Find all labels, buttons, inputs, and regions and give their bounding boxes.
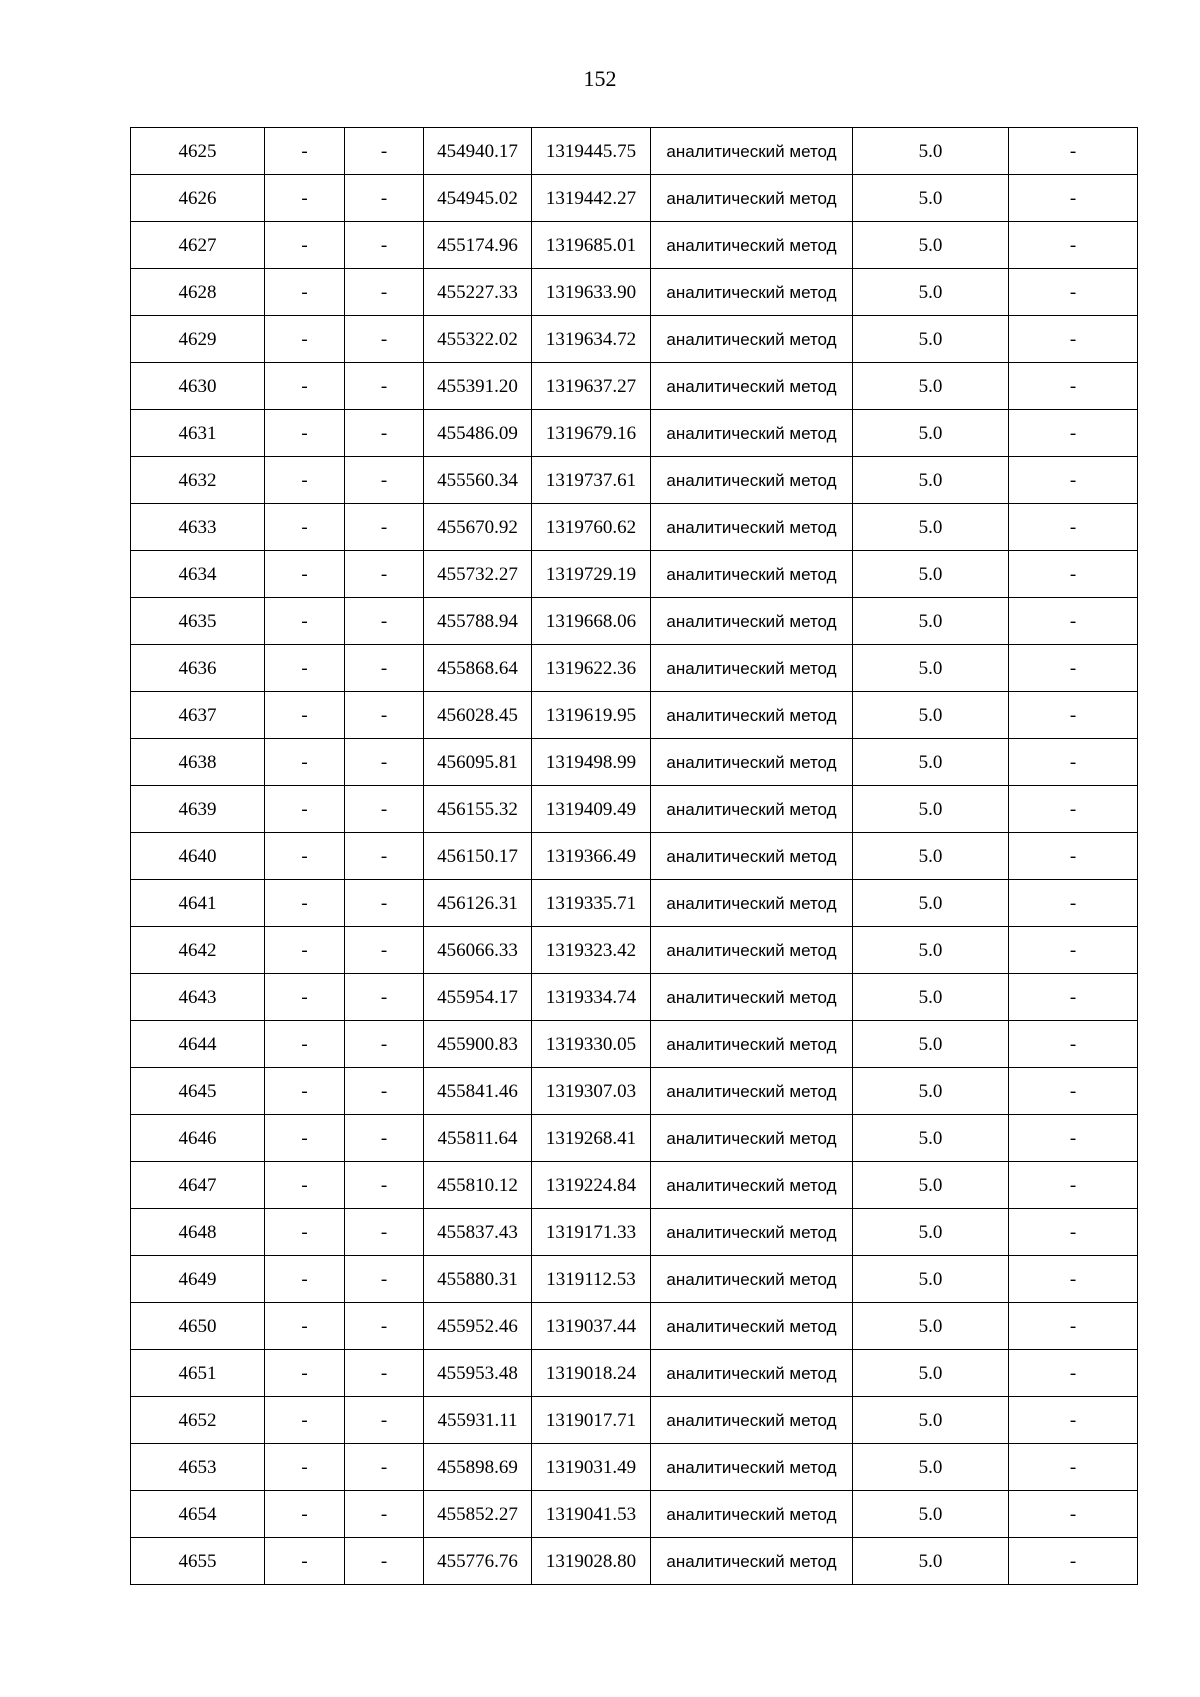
dash-cell-a: - [265, 1303, 345, 1350]
dash-cell-a: - [265, 1538, 345, 1585]
method-cell: аналитический метод [651, 645, 853, 692]
point-number-cell: 4641 [131, 880, 265, 927]
dash-cell-a: - [265, 1115, 345, 1162]
dash-cell-b: - [345, 1397, 424, 1444]
y-coordinate-cell: 1319409.49 [532, 786, 651, 833]
point-number-cell: 4631 [131, 410, 265, 457]
note-cell: - [1009, 269, 1138, 316]
accuracy-cell: 5.0 [853, 222, 1009, 269]
y-coordinate-cell: 1319634.72 [532, 316, 651, 363]
dash-cell-b: - [345, 1209, 424, 1256]
y-coordinate-cell: 1319442.27 [532, 175, 651, 222]
x-coordinate-cell: 456066.33 [424, 927, 532, 974]
accuracy-cell: 5.0 [853, 692, 1009, 739]
table-row [131, 1350, 1138, 1397]
method-cell: аналитический метод [651, 927, 853, 974]
method-cell: аналитический метод [651, 880, 853, 927]
note-cell: - [1009, 1444, 1138, 1491]
y-coordinate-cell: 1319335.71 [532, 880, 651, 927]
note-cell: - [1009, 1209, 1138, 1256]
note-cell: - [1009, 1397, 1138, 1444]
note-cell: - [1009, 927, 1138, 974]
note-cell: - [1009, 645, 1138, 692]
dash-cell-a: - [265, 1162, 345, 1209]
note-cell: - [1009, 1491, 1138, 1538]
dash-cell-a: - [265, 739, 345, 786]
table-row [131, 598, 1138, 645]
method-cell: аналитический метод [651, 786, 853, 833]
note-cell: - [1009, 1021, 1138, 1068]
x-coordinate-cell: 455811.64 [424, 1115, 532, 1162]
y-coordinate-cell: 1319028.80 [532, 1538, 651, 1585]
dash-cell-b: - [345, 316, 424, 363]
accuracy-cell: 5.0 [853, 739, 1009, 786]
dash-cell-a: - [265, 410, 345, 457]
note-cell: - [1009, 175, 1138, 222]
accuracy-cell: 5.0 [853, 457, 1009, 504]
accuracy-cell: 5.0 [853, 1209, 1009, 1256]
x-coordinate-cell: 455931.11 [424, 1397, 532, 1444]
x-coordinate-cell: 455788.94 [424, 598, 532, 645]
table-row [131, 1209, 1138, 1256]
table-row [131, 269, 1138, 316]
x-coordinate-cell: 454945.02 [424, 175, 532, 222]
dash-cell-b: - [345, 410, 424, 457]
x-coordinate-cell: 455880.31 [424, 1256, 532, 1303]
note-cell: - [1009, 1115, 1138, 1162]
dash-cell-a: - [265, 269, 345, 316]
accuracy-cell: 5.0 [853, 786, 1009, 833]
dash-cell-a: - [265, 363, 345, 410]
dash-cell-a: - [265, 222, 345, 269]
method-cell: аналитический метод [651, 833, 853, 880]
note-cell: - [1009, 363, 1138, 410]
accuracy-cell: 5.0 [853, 175, 1009, 222]
accuracy-cell: 5.0 [853, 1491, 1009, 1538]
point-number-cell: 4647 [131, 1162, 265, 1209]
point-number-cell: 4627 [131, 222, 265, 269]
table-row [131, 1397, 1138, 1444]
y-coordinate-cell: 1319041.53 [532, 1491, 651, 1538]
table-row [131, 880, 1138, 927]
note-cell: - [1009, 1538, 1138, 1585]
point-number-cell: 4646 [131, 1115, 265, 1162]
table-row [131, 1068, 1138, 1115]
dash-cell-a: - [265, 316, 345, 363]
point-number-cell: 4651 [131, 1350, 265, 1397]
y-coordinate-cell: 1319112.53 [532, 1256, 651, 1303]
table-row [131, 410, 1138, 457]
x-coordinate-cell: 455810.12 [424, 1162, 532, 1209]
x-coordinate-cell: 455954.17 [424, 974, 532, 1021]
method-cell: аналитический метод [651, 316, 853, 363]
point-number-cell: 4633 [131, 504, 265, 551]
x-coordinate-cell: 455900.83 [424, 1021, 532, 1068]
table-row [131, 833, 1138, 880]
method-cell: аналитический метод [651, 974, 853, 1021]
dash-cell-a: - [265, 1256, 345, 1303]
y-coordinate-cell: 1319323.42 [532, 927, 651, 974]
point-number-cell: 4640 [131, 833, 265, 880]
x-coordinate-cell: 455322.02 [424, 316, 532, 363]
dash-cell-a: - [265, 1444, 345, 1491]
table-row [131, 1491, 1138, 1538]
y-coordinate-cell: 1319633.90 [532, 269, 651, 316]
accuracy-cell: 5.0 [853, 504, 1009, 551]
point-number-cell: 4639 [131, 786, 265, 833]
dash-cell-b: - [345, 1444, 424, 1491]
accuracy-cell: 5.0 [853, 316, 1009, 363]
method-cell: аналитический метод [651, 1538, 853, 1585]
table-row [131, 786, 1138, 833]
note-cell: - [1009, 222, 1138, 269]
accuracy-cell: 5.0 [853, 1115, 1009, 1162]
x-coordinate-cell: 455670.92 [424, 504, 532, 551]
point-number-cell: 4642 [131, 927, 265, 974]
x-coordinate-cell: 455953.48 [424, 1350, 532, 1397]
method-cell: аналитический метод [651, 128, 853, 175]
dash-cell-b: - [345, 1162, 424, 1209]
dash-cell-b: - [345, 974, 424, 1021]
accuracy-cell: 5.0 [853, 645, 1009, 692]
y-coordinate-cell: 1319637.27 [532, 363, 651, 410]
note-cell: - [1009, 833, 1138, 880]
method-cell: аналитический метод [651, 692, 853, 739]
y-coordinate-cell: 1319307.03 [532, 1068, 651, 1115]
x-coordinate-cell: 456155.32 [424, 786, 532, 833]
x-coordinate-cell: 454940.17 [424, 128, 532, 175]
point-number-cell: 4629 [131, 316, 265, 363]
accuracy-cell: 5.0 [853, 551, 1009, 598]
note-cell: - [1009, 504, 1138, 551]
table-row [131, 1444, 1138, 1491]
y-coordinate-cell: 1319622.36 [532, 645, 651, 692]
table-row [131, 175, 1138, 222]
dash-cell-b: - [345, 645, 424, 692]
point-number-cell: 4654 [131, 1491, 265, 1538]
note-cell: - [1009, 410, 1138, 457]
table-row [131, 692, 1138, 739]
page-number: 152 [583, 66, 617, 91]
point-number-cell: 4655 [131, 1538, 265, 1585]
note-cell: - [1009, 1350, 1138, 1397]
x-coordinate-cell: 455841.46 [424, 1068, 532, 1115]
dash-cell-b: - [345, 457, 424, 504]
table-row [131, 1162, 1138, 1209]
accuracy-cell: 5.0 [853, 880, 1009, 927]
y-coordinate-cell: 1319619.95 [532, 692, 651, 739]
dash-cell-a: - [265, 1209, 345, 1256]
note-cell: - [1009, 598, 1138, 645]
accuracy-cell: 5.0 [853, 1350, 1009, 1397]
x-coordinate-cell: 455952.46 [424, 1303, 532, 1350]
dash-cell-b: - [345, 739, 424, 786]
x-coordinate-cell: 455776.76 [424, 1538, 532, 1585]
accuracy-cell: 5.0 [853, 269, 1009, 316]
x-coordinate-cell: 455560.34 [424, 457, 532, 504]
table-row [131, 551, 1138, 598]
dash-cell-a: - [265, 1350, 345, 1397]
dash-cell-b: - [345, 1491, 424, 1538]
accuracy-cell: 5.0 [853, 1162, 1009, 1209]
table-row [131, 739, 1138, 786]
y-coordinate-cell: 1319268.41 [532, 1115, 651, 1162]
table-row [131, 1256, 1138, 1303]
dash-cell-b: - [345, 598, 424, 645]
y-coordinate-cell: 1319685.01 [532, 222, 651, 269]
x-coordinate-cell: 455227.33 [424, 269, 532, 316]
table-row [131, 974, 1138, 1021]
dash-cell-b: - [345, 551, 424, 598]
dash-cell-b: - [345, 128, 424, 175]
table-row [131, 645, 1138, 692]
dash-cell-a: - [265, 974, 345, 1021]
method-cell: аналитический метод [651, 1162, 853, 1209]
x-coordinate-cell: 455174.96 [424, 222, 532, 269]
y-coordinate-cell: 1319031.49 [532, 1444, 651, 1491]
dash-cell-b: - [345, 1303, 424, 1350]
point-number-cell: 4653 [131, 1444, 265, 1491]
note-cell: - [1009, 551, 1138, 598]
dash-cell-b: - [345, 1538, 424, 1585]
table-row [131, 1538, 1138, 1585]
dash-cell-b: - [345, 692, 424, 739]
x-coordinate-cell: 456126.31 [424, 880, 532, 927]
y-coordinate-cell: 1319679.16 [532, 410, 651, 457]
y-coordinate-cell: 1319445.75 [532, 128, 651, 175]
dash-cell-a: - [265, 504, 345, 551]
method-cell: аналитический метод [651, 1068, 853, 1115]
method-cell: аналитический метод [651, 410, 853, 457]
dash-cell-b: - [345, 1021, 424, 1068]
method-cell: аналитический метод [651, 1021, 853, 1068]
point-number-cell: 4638 [131, 739, 265, 786]
dash-cell-a: - [265, 598, 345, 645]
point-number-cell: 4644 [131, 1021, 265, 1068]
y-coordinate-cell: 1319366.49 [532, 833, 651, 880]
point-number-cell: 4632 [131, 457, 265, 504]
point-number-cell: 4630 [131, 363, 265, 410]
dash-cell-a: - [265, 833, 345, 880]
dash-cell-b: - [345, 1350, 424, 1397]
method-cell: аналитический метод [651, 1256, 853, 1303]
dash-cell-a: - [265, 1021, 345, 1068]
dash-cell-a: - [265, 880, 345, 927]
table-row [131, 1021, 1138, 1068]
x-coordinate-cell: 455391.20 [424, 363, 532, 410]
table-body [131, 128, 1138, 1585]
y-coordinate-cell: 1319037.44 [532, 1303, 651, 1350]
dash-cell-b: - [345, 1256, 424, 1303]
method-cell: аналитический метод [651, 1115, 853, 1162]
x-coordinate-cell: 455868.64 [424, 645, 532, 692]
note-cell: - [1009, 880, 1138, 927]
y-coordinate-cell: 1319330.05 [532, 1021, 651, 1068]
table-row [131, 457, 1138, 504]
method-cell: аналитический метод [651, 1397, 853, 1444]
y-coordinate-cell: 1319760.62 [532, 504, 651, 551]
method-cell: аналитический метод [651, 1350, 853, 1397]
method-cell: аналитический метод [651, 1491, 853, 1538]
method-cell: аналитический метод [651, 363, 853, 410]
point-number-cell: 4650 [131, 1303, 265, 1350]
accuracy-cell: 5.0 [853, 833, 1009, 880]
note-cell: - [1009, 692, 1138, 739]
point-number-cell: 4652 [131, 1397, 265, 1444]
table-row [131, 1303, 1138, 1350]
table-row [131, 504, 1138, 551]
point-number-cell: 4648 [131, 1209, 265, 1256]
point-number-cell: 4636 [131, 645, 265, 692]
point-number-cell: 4628 [131, 269, 265, 316]
method-cell: аналитический метод [651, 175, 853, 222]
dash-cell-b: - [345, 1115, 424, 1162]
dash-cell-b: - [345, 363, 424, 410]
dash-cell-b: - [345, 786, 424, 833]
accuracy-cell: 5.0 [853, 128, 1009, 175]
note-cell: - [1009, 316, 1138, 363]
accuracy-cell: 5.0 [853, 1538, 1009, 1585]
y-coordinate-cell: 1319334.74 [532, 974, 651, 1021]
y-coordinate-cell: 1319017.71 [532, 1397, 651, 1444]
y-coordinate-cell: 1319729.19 [532, 551, 651, 598]
method-cell: аналитический метод [651, 1209, 853, 1256]
dash-cell-a: - [265, 927, 345, 974]
table-row [131, 316, 1138, 363]
method-cell: аналитический метод [651, 269, 853, 316]
point-number-cell: 4635 [131, 598, 265, 645]
dash-cell-a: - [265, 551, 345, 598]
method-cell: аналитический метод [651, 551, 853, 598]
x-coordinate-cell: 455486.09 [424, 410, 532, 457]
dash-cell-b: - [345, 927, 424, 974]
accuracy-cell: 5.0 [853, 410, 1009, 457]
dash-cell-a: - [265, 175, 345, 222]
note-cell: - [1009, 457, 1138, 504]
y-coordinate-cell: 1319498.99 [532, 739, 651, 786]
dash-cell-b: - [345, 504, 424, 551]
accuracy-cell: 5.0 [853, 1397, 1009, 1444]
accuracy-cell: 5.0 [853, 1444, 1009, 1491]
accuracy-cell: 5.0 [853, 927, 1009, 974]
method-cell: аналитический метод [651, 504, 853, 551]
x-coordinate-cell: 455837.43 [424, 1209, 532, 1256]
y-coordinate-cell: 1319737.61 [532, 457, 651, 504]
dash-cell-a: - [265, 457, 345, 504]
dash-cell-a: - [265, 1068, 345, 1115]
point-number-cell: 4637 [131, 692, 265, 739]
y-coordinate-cell: 1319018.24 [532, 1350, 651, 1397]
y-coordinate-cell: 1319224.84 [532, 1162, 651, 1209]
dash-cell-a: - [265, 128, 345, 175]
dash-cell-b: - [345, 269, 424, 316]
accuracy-cell: 5.0 [853, 974, 1009, 1021]
table-row [131, 222, 1138, 269]
x-coordinate-cell: 456095.81 [424, 739, 532, 786]
method-cell: аналитический метод [651, 1303, 853, 1350]
dash-cell-a: - [265, 786, 345, 833]
dash-cell-a: - [265, 1491, 345, 1538]
point-number-cell: 4626 [131, 175, 265, 222]
dash-cell-b: - [345, 222, 424, 269]
dash-cell-b: - [345, 880, 424, 927]
dash-cell-a: - [265, 645, 345, 692]
accuracy-cell: 5.0 [853, 598, 1009, 645]
point-number-cell: 4645 [131, 1068, 265, 1115]
method-cell: аналитический метод [651, 598, 853, 645]
note-cell: - [1009, 1068, 1138, 1115]
x-coordinate-cell: 456028.45 [424, 692, 532, 739]
point-number-cell: 4625 [131, 128, 265, 175]
dash-cell-b: - [345, 833, 424, 880]
y-coordinate-cell: 1319668.06 [532, 598, 651, 645]
x-coordinate-cell: 455852.27 [424, 1491, 532, 1538]
method-cell: аналитический метод [651, 1444, 853, 1491]
note-cell: - [1009, 1256, 1138, 1303]
x-coordinate-cell: 455898.69 [424, 1444, 532, 1491]
note-cell: - [1009, 974, 1138, 1021]
method-cell: аналитический метод [651, 739, 853, 786]
accuracy-cell: 5.0 [853, 1068, 1009, 1115]
accuracy-cell: 5.0 [853, 1021, 1009, 1068]
note-cell: - [1009, 786, 1138, 833]
table-row [131, 927, 1138, 974]
dash-cell-b: - [345, 175, 424, 222]
table-row [131, 363, 1138, 410]
point-number-cell: 4649 [131, 1256, 265, 1303]
dash-cell-a: - [265, 1397, 345, 1444]
note-cell: - [1009, 1162, 1138, 1209]
note-cell: - [1009, 128, 1138, 175]
method-cell: аналитический метод [651, 222, 853, 269]
accuracy-cell: 5.0 [853, 1303, 1009, 1350]
x-coordinate-cell: 455732.27 [424, 551, 532, 598]
note-cell: - [1009, 739, 1138, 786]
note-cell: - [1009, 1303, 1138, 1350]
point-number-cell: 4634 [131, 551, 265, 598]
point-number-cell: 4643 [131, 974, 265, 1021]
table-row [131, 128, 1138, 175]
accuracy-cell: 5.0 [853, 1256, 1009, 1303]
method-cell: аналитический метод [651, 457, 853, 504]
y-coordinate-cell: 1319171.33 [532, 1209, 651, 1256]
x-coordinate-cell: 456150.17 [424, 833, 532, 880]
coordinates-table [130, 127, 1138, 1585]
accuracy-cell: 5.0 [853, 363, 1009, 410]
dash-cell-b: - [345, 1068, 424, 1115]
dash-cell-a: - [265, 692, 345, 739]
table-row [131, 1115, 1138, 1162]
